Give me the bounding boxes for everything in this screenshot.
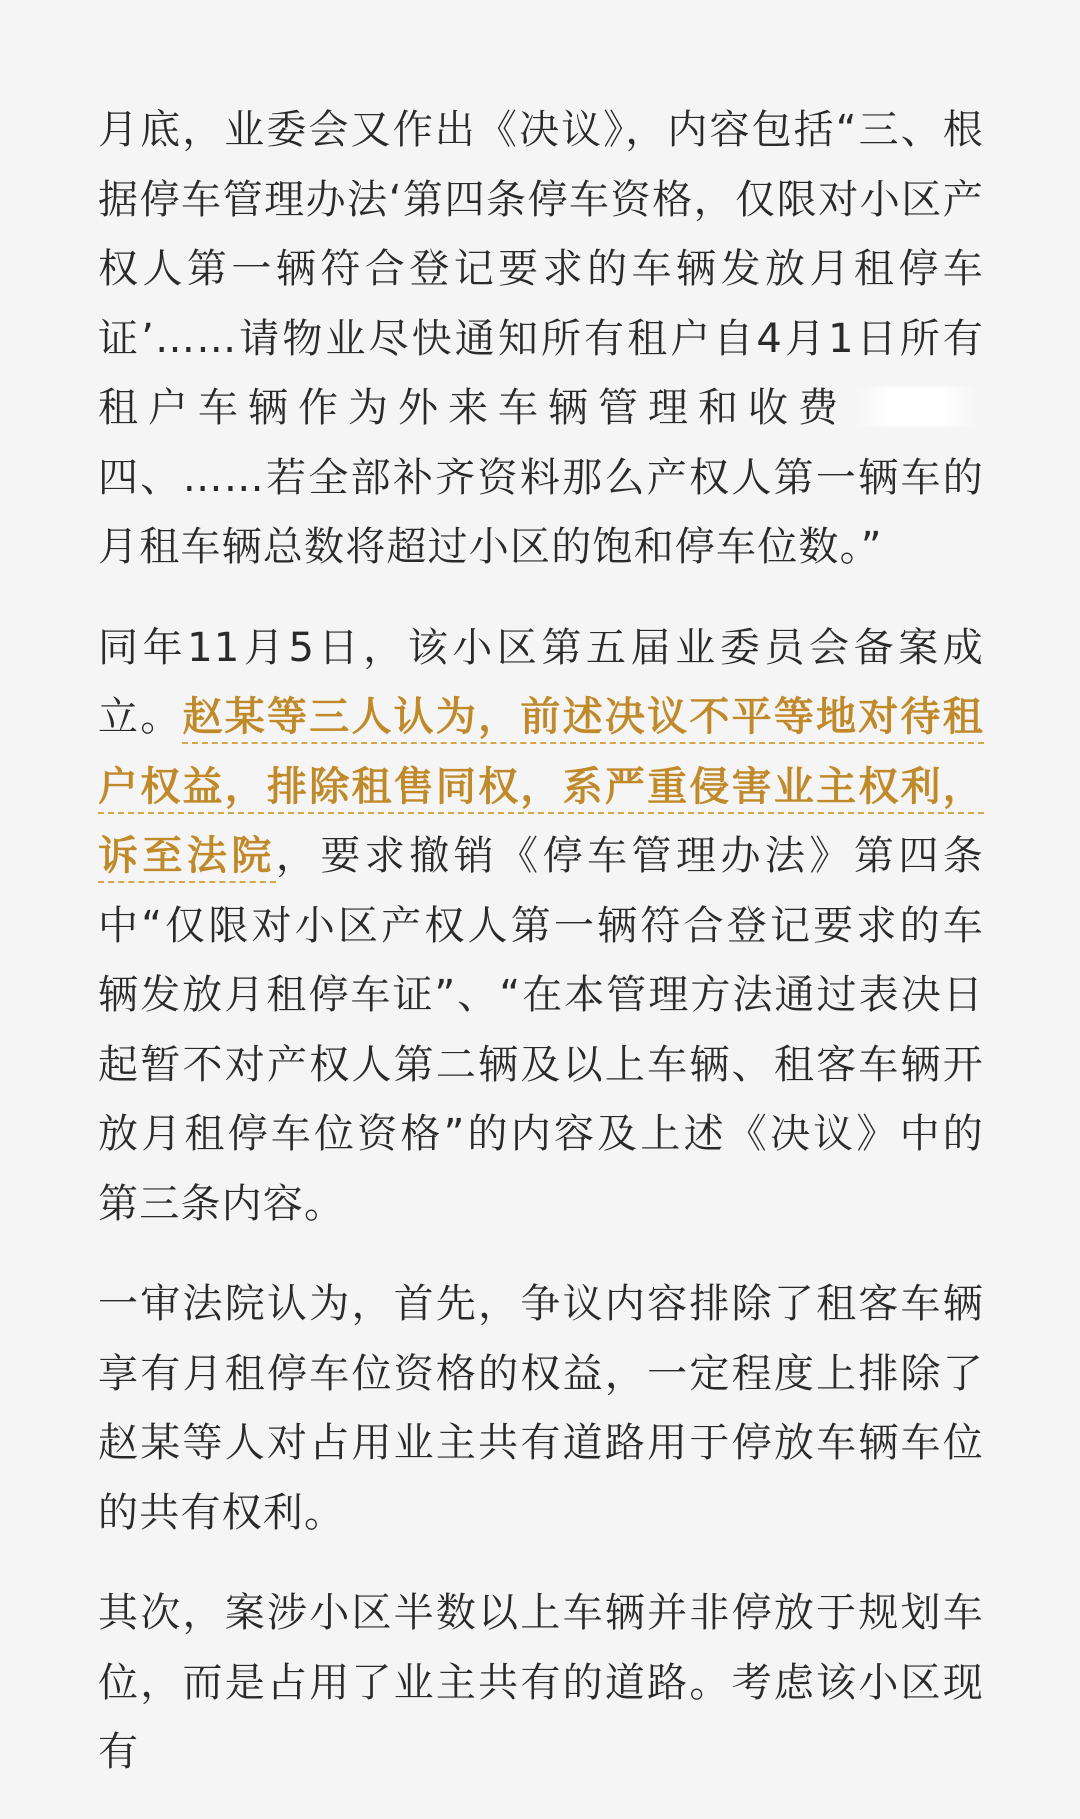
paragraph-text: 同年11月5日，该小区第五届业委员会备案成立。 [98, 624, 984, 740]
paragraph-first-instance: 一审法院认为，首先，争议内容排除了租客车辆享有月租停车位资格的权益，一定程度上排除了赵某等人对占用业主共有道路用于停放车辆车位的共有权利。 [98, 1281, 984, 1536]
paragraph-lawsuit [98, 614, 984, 1240]
redacted-text [852, 387, 980, 427]
paragraph-text: ，要求撤销《停车管理办法》第四条中“仅限对小区产权人第一辆符合登记要求的车辆发放月租停车证”、“在本管理方法通过表决日起暂不对产权人第二辆及以上车辆、租客车辆开放月租停车位资格”的内容及上述《决议》中的第三条内容。 [98, 833, 984, 1227]
paragraph-text: 四、……若全部补齐资料那么产权人第一辆车的月租车辆总数将超过小区的饱和停车位数。” [98, 454, 984, 570]
paragraph-secondly: 其次，案涉小区半数以上车辆并非停放于规划车位，而是占用了业主共有的道路。考虑该小区现有 [98, 1590, 984, 1775]
paragraph-text: 月底，业委会又作出《决议》，内容包括“三、根据停车管理办法‘第四条停车资格，仅限对小区产权人第一辆符合登记要求的车辆发放月租停车证’……请物业尽快通知所有租户自4月1日所有租户车辆作为外来车辆管理和收费 [98, 107, 984, 431]
article-body [98, 96, 984, 1819]
paragraph-resolution [98, 96, 984, 583]
highlighted-text: 赵某等三人认为，前述决议不平等地对待租户权益，排除租售同权，系严重侵害业主权利，诉至法院 [98, 694, 984, 883]
